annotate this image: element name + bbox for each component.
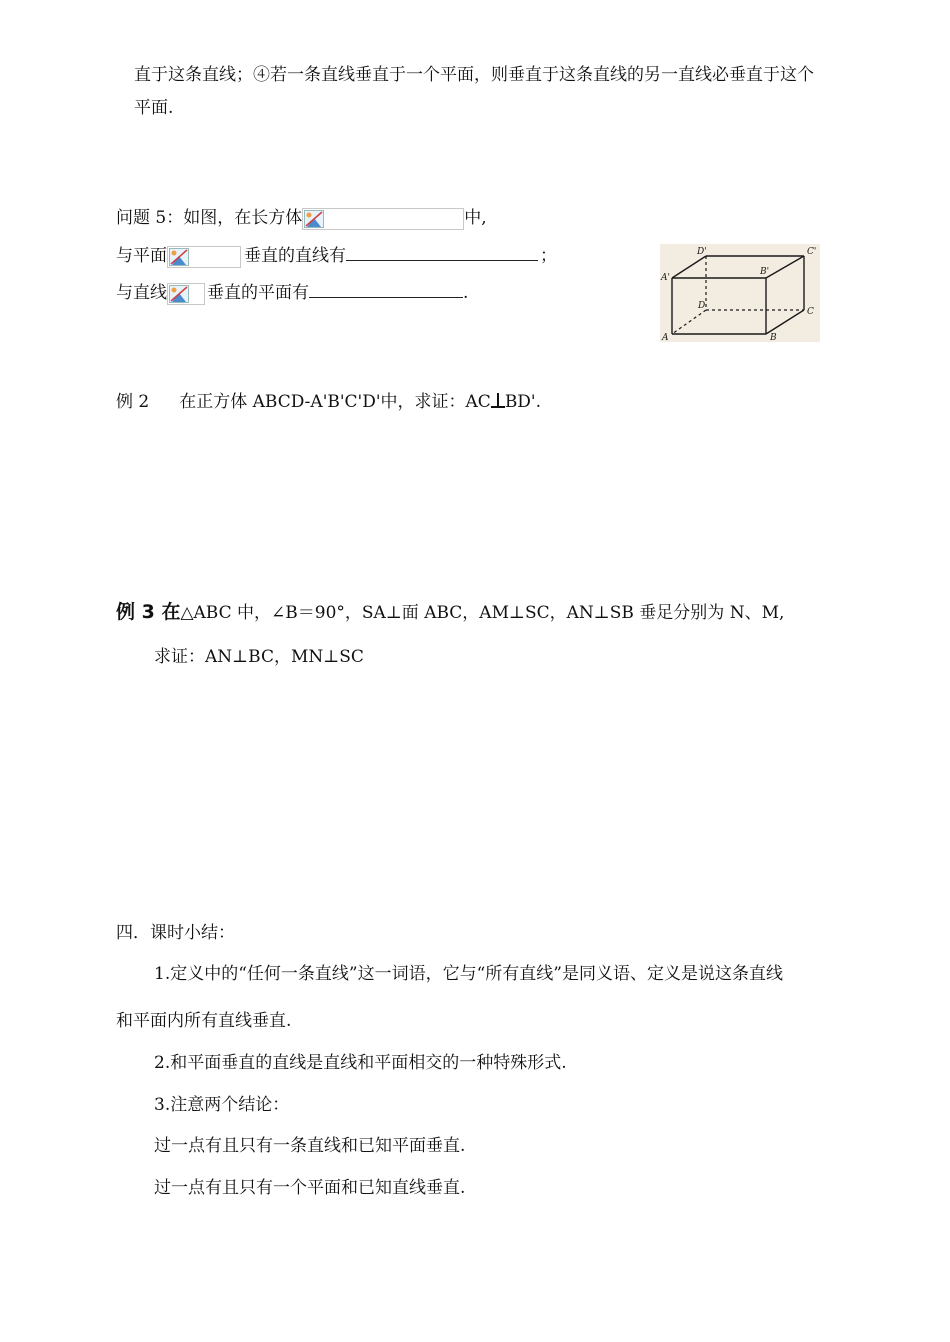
label-b-prime: B': [760, 267, 770, 277]
problem5-question-suffix: 中,: [464, 208, 487, 228]
problem5-plane-line: [116, 244, 557, 268]
plane-answer-blank[interactable]: [346, 244, 538, 261]
plane-suffix: 垂直的直线有: [244, 246, 346, 266]
label-d-prime: D': [697, 247, 707, 257]
line-suffix: 垂直的平面有: [207, 283, 309, 303]
plane-prefix: 与平面: [116, 246, 167, 266]
problem5-line-line: [116, 281, 468, 305]
summary-heading: 四．课时小结：: [116, 923, 235, 943]
broken-image-icon: [169, 248, 189, 266]
example2-text-a: 在正方体 ABCD-A'B'C'D'中，求证：AC: [179, 392, 491, 412]
problem5-question-prefix: 问题 5：如图，在长方体: [116, 208, 303, 228]
broken-image-icon: [169, 285, 189, 303]
label-a-prime: A': [661, 273, 670, 283]
example2-text-b: BD'.: [504, 392, 542, 412]
intro-line-2: 平面.: [134, 98, 174, 118]
example3: [116, 601, 784, 624]
line-end: .: [463, 283, 469, 303]
example2-label: 例 2: [116, 392, 150, 412]
summary-p1b: 和平面内所有直线垂直.: [116, 1011, 292, 1031]
example3-proof: 求证：AN⊥BC，MN⊥SC: [154, 647, 364, 667]
cuboid-formula-image: [302, 208, 464, 230]
intro-line-1: 直于这条直线；④若一条直线垂直于一个平面，则垂直于这条直线的另一直线必垂直于这个: [134, 65, 814, 85]
line-prefix: 与直线: [116, 283, 167, 303]
label-c-prime: C': [807, 247, 817, 257]
line-answer-blank[interactable]: [309, 281, 463, 298]
summary-p3: 3.注意两个结论：: [154, 1095, 290, 1115]
label-b: B: [770, 333, 777, 342]
summary-conclusion-2: 过一点有且只有一个平面和已知直线垂直.: [154, 1178, 466, 1198]
label-a: A: [662, 333, 669, 342]
label-d: D: [698, 301, 706, 311]
cuboid-figure: [660, 244, 820, 342]
broken-image-icon: [304, 210, 324, 228]
plane-end: ；: [540, 246, 557, 266]
line-formula-image: [167, 283, 205, 305]
example3-text: △ABC 中，∠B＝90°，SA⊥面 ABC，AM⊥SC，AN⊥SB 垂足分别为 N、M,: [180, 603, 785, 623]
example3-label: 例 3 在: [116, 601, 181, 623]
summary-p1a: 1.定义中的“任何一条直线”这一词语，它与“所有直线”是同义语、定义是说这条直线: [154, 964, 783, 984]
summary-p2: 2.和平面垂直的直线是直线和平面相交的一种特殊形式.: [154, 1053, 567, 1073]
label-c: C: [807, 307, 814, 317]
plane-formula-image: [167, 246, 241, 268]
cuboid-diagram: [660, 244, 820, 342]
perpendicular-symbol: [491, 393, 505, 409]
problem5-question: [116, 207, 487, 230]
example2: [116, 391, 541, 413]
summary-conclusion-1: 过一点有且只有一条直线和已知平面垂直.: [154, 1136, 466, 1156]
